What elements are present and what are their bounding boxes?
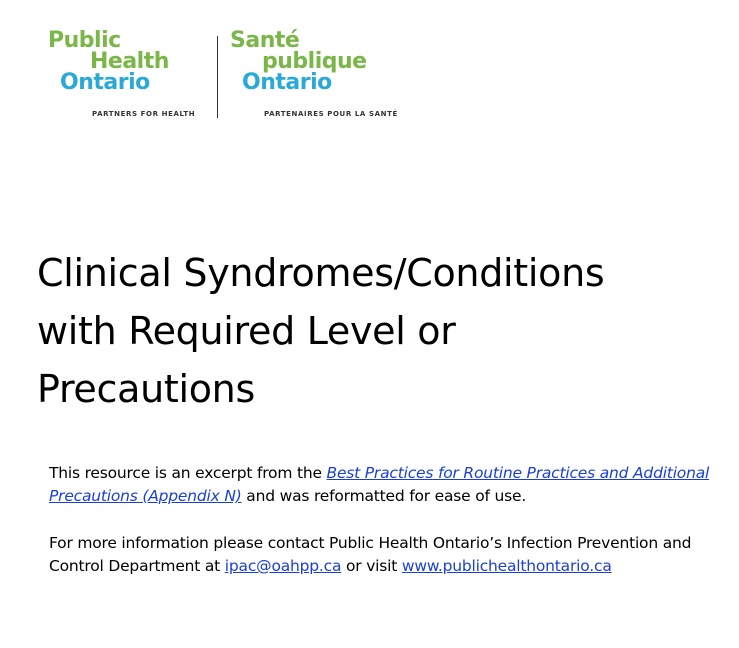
title-line2: with Required Level or <box>37 309 456 353</box>
intro-text-before: This resource is an excerpt from the <box>49 464 327 482</box>
logo-french <box>230 30 410 93</box>
email-link[interactable]: ipac@oahpp.ca <box>224 557 342 575</box>
logo-divider <box>217 36 218 118</box>
contact-text-before: For more information please contact Public Health Ontario’s Infection Prevention and Control Department at <box>49 534 692 575</box>
title-line3: Precautions <box>37 367 255 411</box>
tagline-french: PARTENAIRES POUR LA SANTÉ <box>264 110 398 118</box>
best-practices-link[interactable]: Best Practices for Routine Practices and Additional Precautions (Appendix N) <box>49 464 710 505</box>
website-link[interactable]: www.publichealthontario.ca <box>401 557 612 575</box>
title-line1: Clinical Syndromes/Conditions <box>37 251 605 295</box>
tagline-english: PARTNERS FOR HEALTH <box>92 110 196 118</box>
logo-fr-line3: Ontario <box>242 70 332 95</box>
contact-text-middle: or visit <box>341 557 402 575</box>
page-title <box>37 244 677 418</box>
logo-english <box>48 30 208 93</box>
contact-paragraph <box>49 532 719 578</box>
logo-en-line2: Health <box>90 49 169 74</box>
intro-text-after: and was reformatted for ease of use. <box>241 487 527 505</box>
logo-en-line1: Public <box>48 28 121 53</box>
logo-en-line3: Ontario <box>60 70 150 95</box>
logo <box>40 30 420 125</box>
logo-fr-line2: publique <box>262 49 367 74</box>
logo-fr-line1: Santé <box>230 28 300 53</box>
intro-paragraph <box>49 462 719 508</box>
